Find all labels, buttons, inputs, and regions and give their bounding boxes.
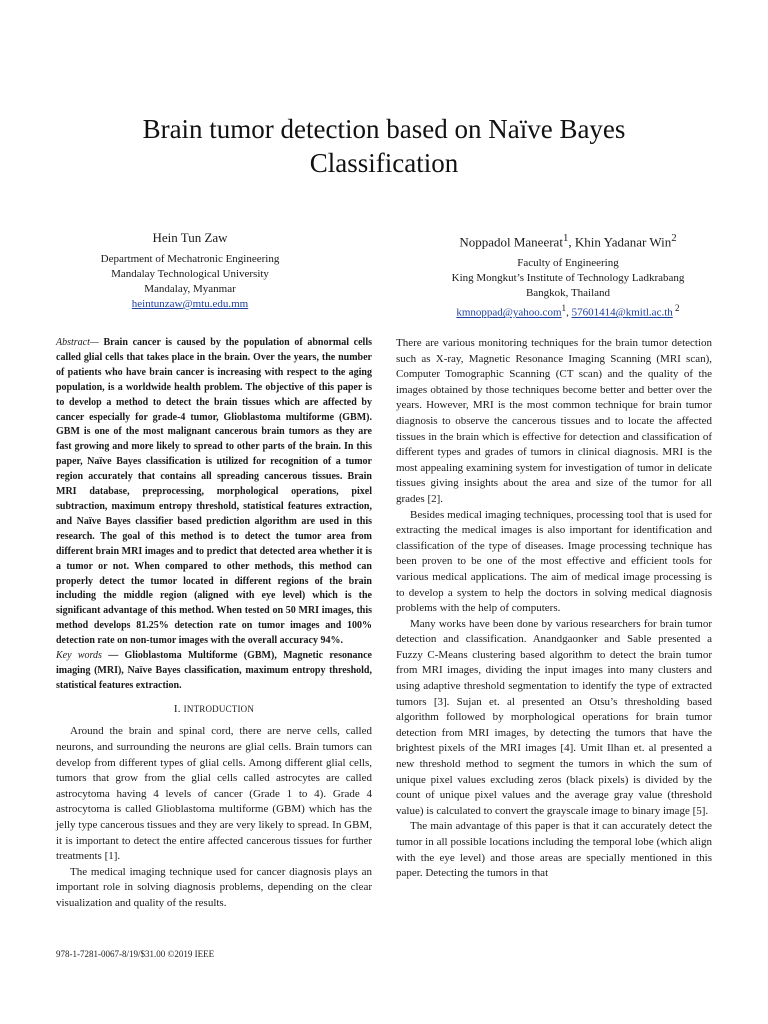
- paragraph: The main advantage of this paper is that it can accurately detect the tumor in all possible locations including the temporal lobe (which align with the eye level) and those areas are specially mentioned in this paper. Detecting the tumors in that: [396, 820, 712, 880]
- author-university: King Mongkut’s Institute of Technology Ladkrabang: [451, 272, 685, 285]
- title-line-2: Classification: [309, 148, 459, 178]
- author-email-link-2[interactable]: 57601414@kmitl.ac.th: [571, 306, 673, 319]
- paragraph: Besides medical imaging techniques, processing tool that is used for extracting the medical images is also important for identification and classification of the type of diseases. Image processing technique has been proven to be one of the most effective and efficient tools for various medical applications. The aim of medical image processing is to develop a system to help the doctors in solving medical diagnosis problems with the help of computers.: [396, 508, 712, 615]
- section-number: I.: [173, 702, 184, 715]
- abstract: [56, 336, 372, 649]
- paper-title: [60, 112, 708, 180]
- keywords-lead: Key words: [56, 650, 102, 662]
- author-name-2: , Khin Yadanar Win: [568, 234, 672, 250]
- email-separator: ,: [566, 306, 572, 319]
- left-column: [56, 336, 372, 911]
- author-location: Bangkok, Thailand: [525, 287, 611, 300]
- keywords: [56, 649, 372, 694]
- author-university: Mandalay Technological University: [111, 268, 269, 280]
- author-department: Department of Mechatronic Engineering: [100, 253, 280, 265]
- section-heading-introduction: [56, 702, 372, 718]
- author-name-1: Noppadol Maneerat: [459, 234, 563, 250]
- right-column: [396, 336, 712, 882]
- paragraph: There are various monitoring techniques for the brain tumor detection such as X-ray, Magnetic Resonance Imaging Scanning (MRI scan), Computer Tomographic Scanning (CT scan) and the quality of the images obtained by those techniques become better and better over the years. However, MRI is the most common technique for brain tumor diagnosis to observe the cancerous tissues and to locate the affected tissues in the brain which is effective for detection and classification of different types and grades of tumors in clinical diagnosis. MRI is the most appealing examining system for investigation of tumor in delicate tissues giving insights about the area and size of the tumor for all grades [2].: [396, 337, 712, 505]
- author-email-link-1[interactable]: kmnoppad@yahoo.com: [456, 306, 562, 319]
- author-sup-1: 1: [562, 232, 569, 244]
- author-location: Mandalay, Myanmar: [144, 283, 236, 295]
- paragraph: Around the brain and spinal cord, there are nerve cells, called neurons, and surrounding the neurons are glial cells. Brain tumors can develop from different types of glial cells. Among different glial cells, tumors that grow from the glial cells called astrocytes are called astrocytoma having 4 levels of cancer (Grade 1 to 4). Grade 4 astrocytoma is called Glioblastoma multiforme (GBM) which has the jelly type cancerous tissues and they are very likely to spread. In GBM, it is important to detect the entire affected cancerous tissues for further treatments [1].: [56, 725, 372, 863]
- author-sup-2: 2: [671, 232, 677, 244]
- abstract-text: Brain cancer is caused by the population of abnormal cells called glial cells that takes place in the brain. Over the years, the number of patients who have brain cancer is increasing with respect to the aging population, is a worldwide health problem. The objective of this paper is to develop a method to detect the brain tissues which are affected by cancer especially for grade-4 tumor, Glioblastoma multiforme (GBM). GBM is one of the most malignant cancerous brain tumors as they are fast growing and more likely to spread to other parts of the brain. In this paper, Naïve Bayes classification is utilized for recognition of a tumor region accurately that contains all spreading cancerous tissues. Brain MRI database, preprocessing, morphological operations, pixel subtraction, maximum entropy threshold, statistical features extraction, and Naïve Bayes classifier based prediction algorithm are used in this research. The goal of this method is to detect the tumor area from different brain MRI images and to predict that detected area whether it is a tumor or not. When compared to other methods, this method can properly detect the tumor located in different regions of the brain including the middle region (aligned with eye level) which is the significant advantage of this method. When tested on 50 MRI images, this method develops 81.25% detection rate on tumor images and 100% detection rate on non-tumor images with the overall accuracy 94%.: [56, 337, 372, 647]
- author-emails: [408, 301, 728, 321]
- author-block-left: [40, 230, 340, 312]
- keywords-text: — Glioblastoma Multiforme (GBM), Magnetic resonance imaging (MRI), Naïve Bayes classification, maximum entropy threshold, statistical features extraction.: [56, 650, 372, 691]
- author-department: Faculty of Engineering: [517, 257, 619, 270]
- paragraph: The medical imaging technique used for cancer diagnosis plays an important role in solving diagnosis problems, depending on the clear visualization and quality of the results.: [56, 865, 372, 909]
- title-line-1: Brain tumor detection based on Naïve Bayes: [142, 114, 626, 144]
- abstract-lead: Abstract—: [56, 337, 99, 348]
- email-sup-1: 1: [561, 303, 567, 314]
- author-names: [408, 230, 728, 250]
- paragraph: Many works have been done by various researchers for brain tumor detection and classification. Anandgaonker and Sable presented a Fuzzy C-Means clustering based algorithm to detect the brain tumor from MRI images, dividing the input images into many clusters and using adaptive threshold segmentation to identify the type of extracted tumors [3]. Sujan et. al presented an Otsu’s thresholding based algorithm followed by morphological operations for brain tumor detection from MRI images, by detecting the tumors that have the brightest pixels of the MRI images [4]. Umit Ilhan et. al presented a new threshold method to segment the tumors in which the sum of unique pixel values excluding zeros (black pixels) is divided by the count of unique pixel values and the average gray value (threshold value) is calculated to convert the grayscale image to binary image [5].: [396, 617, 712, 817]
- author-block-right: [408, 230, 728, 321]
- email-sup-2: 2: [672, 303, 680, 314]
- copyright-footer: 978-1-7281-0067-8/19/$31.00 ©2019 IEEE: [56, 949, 215, 959]
- section-title: INTRODUCTION: [183, 703, 255, 714]
- author-email-link[interactable]: heintunzaw@mtu.edu.mm: [131, 298, 249, 310]
- author-name: Hein Tun Zaw: [152, 230, 228, 245]
